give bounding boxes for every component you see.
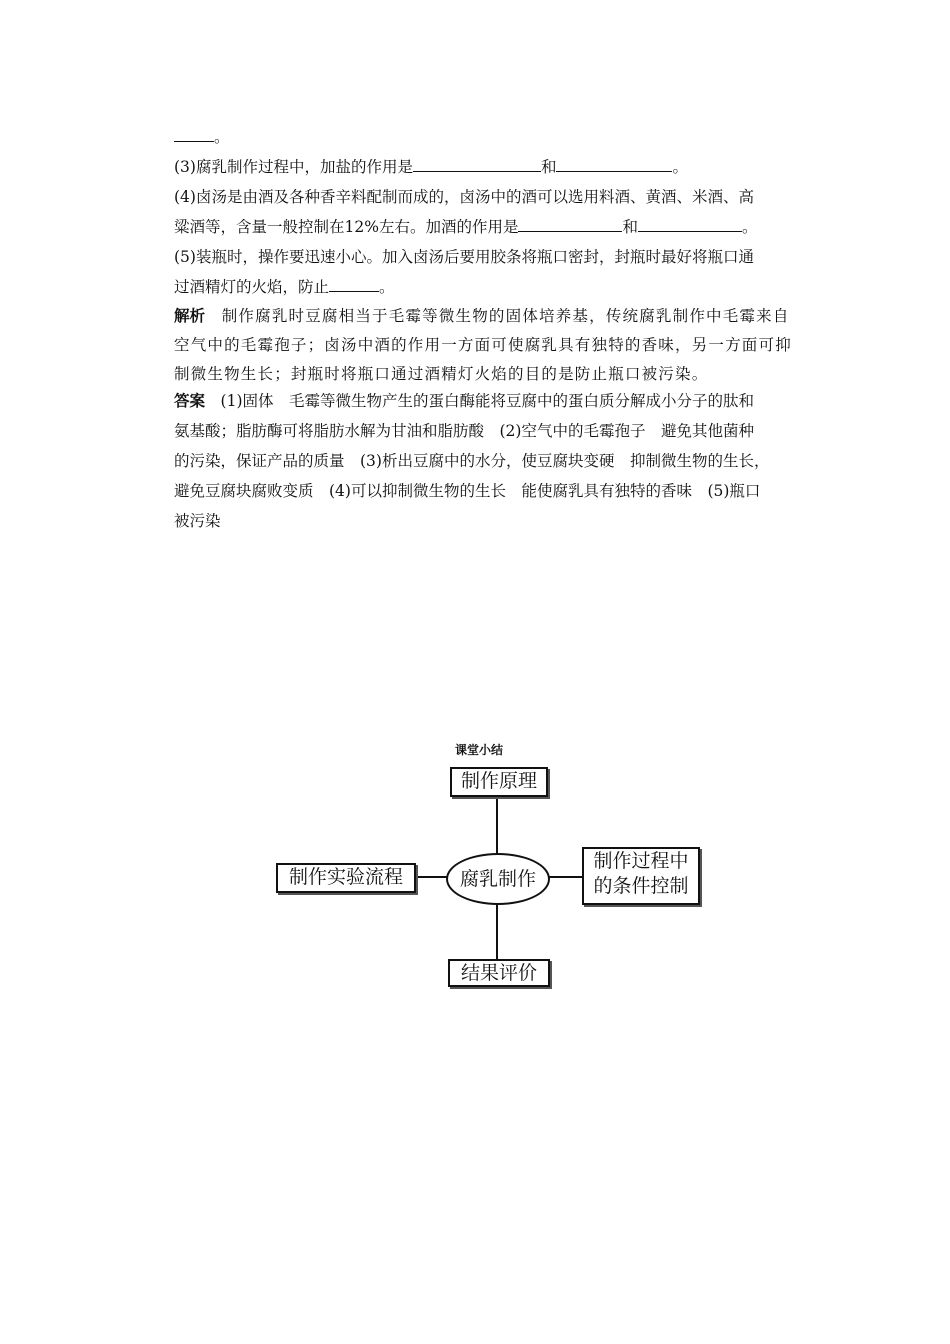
- box-result-evaluation: 结果评价: [448, 959, 550, 987]
- summary-diagram: [274, 765, 704, 987]
- line-1: 。: [174, 122, 810, 152]
- analysis-line: 空气中的毛霉孢子；卤汤中酒的作用一方面可使腐乳具有独特的香味，另一方面可抑: [174, 336, 792, 354]
- blank: [413, 155, 541, 172]
- answer-block: [174, 386, 810, 536]
- question-5-line-1: (5)装瓶时，操作要迅速小心。加入卤汤后要用胶条将瓶口密封，封瓶时最好将瓶口通: [174, 248, 754, 266]
- blank: [174, 125, 214, 142]
- blank: [556, 155, 672, 172]
- connector-top: [496, 793, 498, 855]
- connector-left: [414, 876, 448, 878]
- summary-title: 课堂小结: [455, 743, 504, 757]
- blank: [329, 275, 379, 292]
- connector-right: [546, 876, 582, 878]
- answer-line: 被污染: [174, 512, 221, 530]
- question-4-line-1: (4)卤汤是由酒及各种香辛料配制而成的，卤汤中的酒可以选用料酒、黄酒、米酒、高: [174, 188, 754, 206]
- question-4-line-2: 粱酒等，含量一般控制在12%左右。加酒的作用是 和 。: [174, 212, 810, 242]
- box-principle: 制作原理: [450, 767, 548, 797]
- blank: [518, 215, 622, 232]
- blank: [638, 215, 742, 232]
- analysis-line: 制微生物生长；封瓶时将瓶口通过酒精灯火焰的目的是防止瓶口被污染。: [174, 365, 709, 383]
- answer-line: 的污染，保证产品的质量 (3)析出豆腐中的水分，使豆腐块变硬 抑制微生物的生长，: [174, 452, 770, 470]
- connector-bottom: [496, 901, 498, 961]
- answer-label: 答案: [174, 392, 206, 410]
- answer-line: 答案 (1)固体 毛霉等微生物产生的蛋白酶能将豆腐中的蛋白质分解成小分子的肽和: [174, 392, 754, 410]
- answer-line: 避免豆腐块腐败变质 (4)可以抑制微生物的生长 能使腐乳具有独特的香味 (5)瓶口: [174, 482, 761, 500]
- box-condition-control: 制作过程中 的条件控制: [582, 847, 700, 905]
- analysis-block: [174, 302, 810, 389]
- question-block: [174, 122, 810, 302]
- question-3: (3)腐乳制作过程中，加盐的作用是 和 。: [174, 152, 810, 182]
- question-5-line-2: 过酒精灯的火焰，防止 。: [174, 272, 810, 302]
- answer-line: 氨基酸；脂肪酶可将脂肪水解为甘油和脂肪酸 (2)空气中的毛霉孢子 避免其他菌种: [174, 422, 754, 440]
- box-process-flow: 制作实验流程: [276, 863, 416, 893]
- analysis-line: 解析 制作腐乳时豆腐相当于毛霉等微生物的固体培养基，传统腐乳制作中毛霉来自: [174, 307, 790, 325]
- center-ellipse: 腐乳制作: [446, 853, 550, 905]
- analysis-label: 解析: [174, 307, 206, 325]
